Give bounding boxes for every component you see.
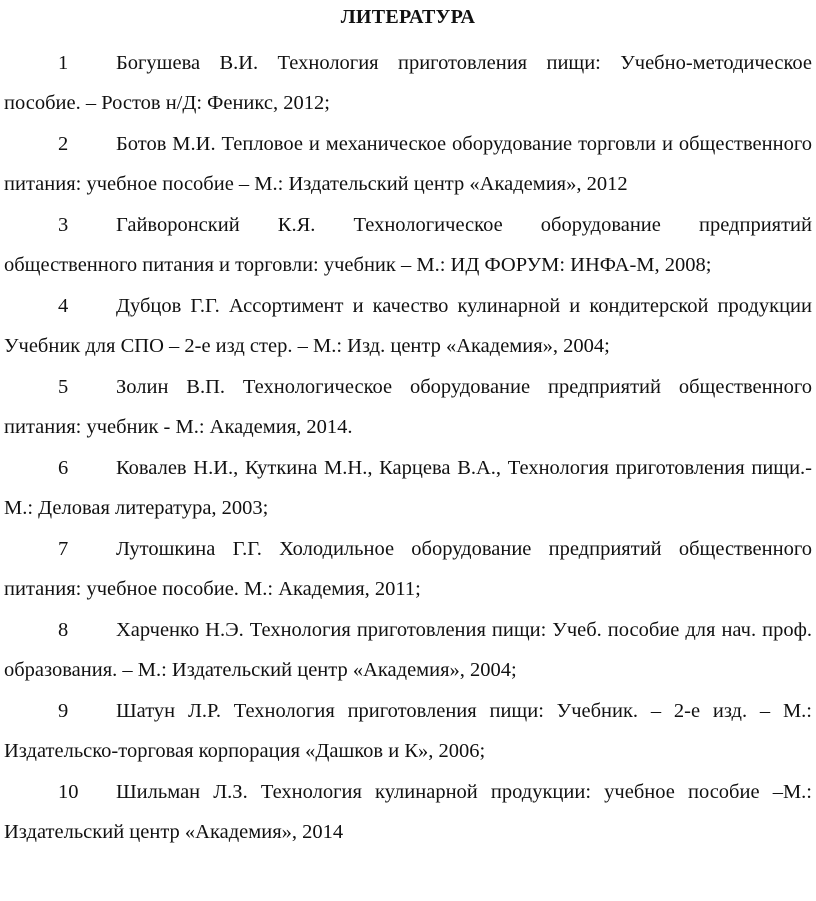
reference-number: 10 bbox=[58, 781, 79, 803]
reference-item bbox=[4, 610, 812, 690]
reference-number: 6 bbox=[58, 457, 69, 479]
reference-item bbox=[4, 529, 812, 609]
reference-item bbox=[4, 772, 812, 852]
reference-item bbox=[4, 286, 812, 366]
reference-item bbox=[4, 367, 812, 447]
reference-list bbox=[4, 43, 812, 853]
reference-text: Шильман Л.З. Технология кулинарной продукции: учебное пособие –М.: Издательский центр «Академия», 2014 bbox=[4, 781, 812, 843]
reference-text: Харченко Н.Э. Технология приготовления пищи: Учеб. пособие для нач. проф. образования. – М.: Издательский центр «Академия», 2004; bbox=[4, 619, 812, 681]
reference-number: 1 bbox=[58, 52, 69, 74]
reference-number: 2 bbox=[58, 133, 69, 155]
reference-number: 5 bbox=[58, 376, 69, 398]
reference-item bbox=[4, 448, 812, 528]
reference-text: Гайворонский К.Я. Технологическое оборудование предприятий общественного питания и торговли: учебник – М.: ИД ФОРУМ: ИНФА-М, 2008; bbox=[4, 214, 812, 276]
reference-text: Ковалев Н.И., Куткина М.Н., Карцева В.А., Технология приготовления пищи.- М.: Деловая литература, 2003; bbox=[4, 457, 812, 519]
reference-text: Дубцов Г.Г. Ассортимент и качество кулинарной и кондитерской продукции Учебник для СПО – 2-е изд стер. – М.: Изд. центр «Академия», 2004; bbox=[4, 295, 812, 357]
reference-item bbox=[4, 43, 812, 123]
reference-text: Золин В.П. Технологическое оборудование предприятий общественного питания: учебник - М.: Академия, 2014. bbox=[4, 376, 812, 438]
reference-text: Лутошкина Г.Г. Холодильное оборудование предприятий общественного питания: учебное пособие. М.: Академия, 2011; bbox=[4, 538, 812, 600]
reference-text: Ботов М.И. Тепловое и механическое оборудование торговли и общественного питания: учебное пособие – М.: Издательский центр «Академия», 2012 bbox=[4, 133, 812, 195]
reference-item bbox=[4, 691, 812, 771]
reference-item bbox=[4, 124, 812, 204]
reference-item bbox=[4, 205, 812, 285]
reference-number: 3 bbox=[58, 214, 69, 236]
reference-number: 4 bbox=[58, 295, 69, 317]
reference-number: 9 bbox=[58, 700, 69, 722]
reference-text: Богушева В.И. Технология приготовления пищи: Учебно-методическое пособие. – Ростов н/Д: Феникс, 2012; bbox=[4, 52, 812, 114]
page-title: ЛИТЕРАТУРА bbox=[340, 6, 476, 28]
reference-text: Шатун Л.Р. Технология приготовления пищи: Учебник. – 2-е изд. – М.: Издательско-торговая корпорация «Дашков и К», 2006; bbox=[4, 700, 812, 762]
reference-number: 8 bbox=[58, 619, 69, 641]
reference-number: 7 bbox=[58, 538, 69, 560]
